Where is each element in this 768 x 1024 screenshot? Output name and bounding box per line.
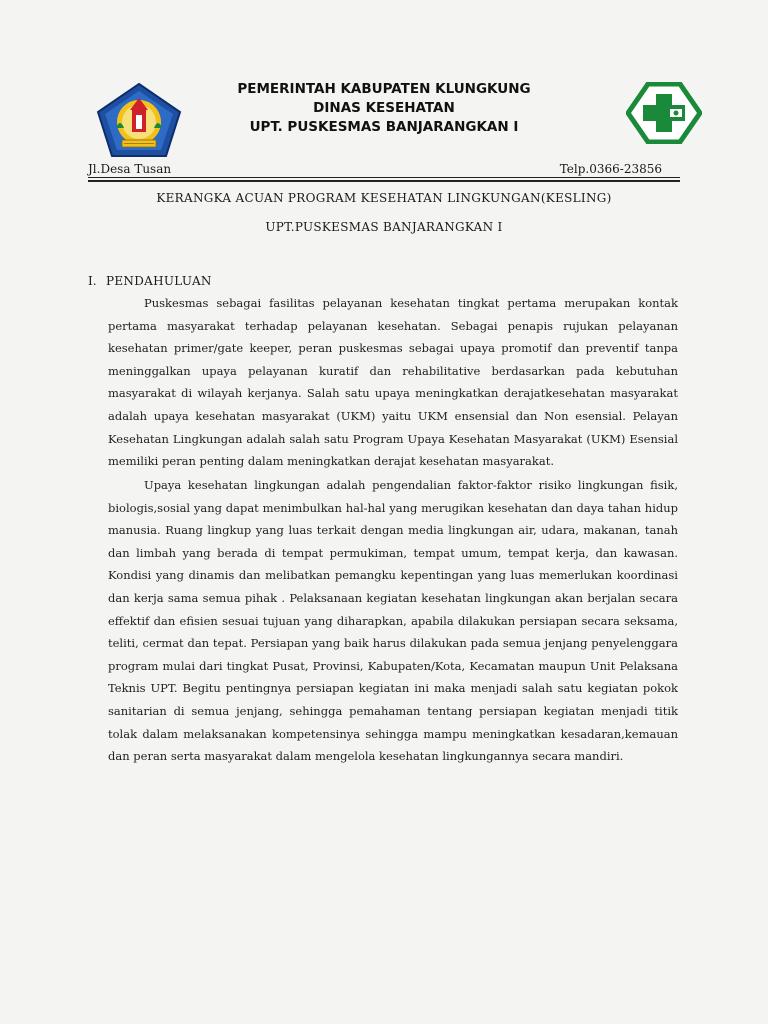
- header-divider-thin: [88, 177, 680, 178]
- document-subtitle: UPT.PUSKESMAS BANJARANGKAN I: [265, 220, 503, 234]
- paragraph-1-text: Puskesmas sebagai fasilitas pelayanan kesehatan tingkat pertama merupakan kontak pertama masyarakat terhadap pelayanan kesehatan. Sebagai penapis rujukan pelayanan kesehatan primer/gate keeper, peran puskesmas sebagai upaya promotif dan preventif tanpa meninggalkan upaya pelayanan kuratif dan rehabilitative berdasarkan pada kebutuhan masyarakat di wilayah kerjanya. Salah satu upaya meningkatkan derajatkesehatan masyarakat adalah upaya kesehatan masyarakat (UKM) yaitu UKM ensensial dan Non esensial. Pelayan Kesehatan Lingkungan adalah salah satu Program Upaya Kesehatan Masyarakat (UKM) Esensial memiliki peran penting dalam meningkatkan derajat kesehatan masyarakat.: [108, 296, 678, 469]
- document-title: KERANGKA ACUAN PROGRAM KESEHATAN LINGKUNGAN(KESLING): [156, 191, 612, 205]
- phone-number: Telp.0366-23856: [559, 162, 662, 176]
- paragraph-2: [108, 474, 678, 768]
- puskesmas-cross-icon: [626, 82, 702, 144]
- letterhead-title: [200, 80, 568, 137]
- address: Jl.Desa Tusan: [88, 162, 172, 176]
- header-divider-thick: [88, 180, 680, 182]
- paragraph-2-text: Upaya kesehatan lingkungan adalah pengendalian faktor-faktor risiko lingkungan fisik, biologis,sosial yang dapat menimbulkan hal-hal yang merugikan kesehatan dan daya tahan hidup manusia. Ruang lingkup yang luas terkait dengan media lingkungan air, udara, makanan, tanah dan limbah yang berada di tempat permukiman, tempat umum, tempat kerja, dan kawasan. Kondisi yang dinamis dan melibatkan pemangku kepentingan yang luas memerlukan koordinasi dan kerja sama semua pihak . Pelaksanaan kegiatan kesehatan lingkungan akan berjalan secara effektif dan efisien sesuai tujuan yang diharapkan, apabila dilakukan persiapan secara seksama, teliti, cermat dan tepat. Persiapan yang baik harus dilakukan pada semua jenjang penyelenggara program mulai dari tingkat Pusat, Provinsi, Kabupaten/Kota, Kecamatan maupun Unit Pelaksana Teknis UPT. Begitu pentingnya persiapan kegiatan ini maka menjadi salah satu kegiatan pokok sanitarian di semua jenjang, sehingga pemahaman tentang persiapan kegiatan menjadi titik tolak dalam melaksanakan kompetensinya sehingga mampu meningkatkan kesadaran,kemauan dan peran serta masyarakat dalam mengelola kesehatan lingkungannya secara mandiri.: [108, 478, 678, 764]
- government-name: PEMERINTAH KABUPATEN KLUNGKUNG: [237, 81, 531, 97]
- klungkung-emblem-icon: [96, 82, 182, 158]
- agency-name: DINAS KESEHATAN: [313, 100, 455, 116]
- section-number: I.: [88, 274, 97, 288]
- unit-name: UPT. PUSKESMAS BANJARANGKAN I: [249, 119, 519, 135]
- section-title: PENDAHULUAN: [106, 274, 212, 288]
- paragraph-1: [108, 292, 678, 473]
